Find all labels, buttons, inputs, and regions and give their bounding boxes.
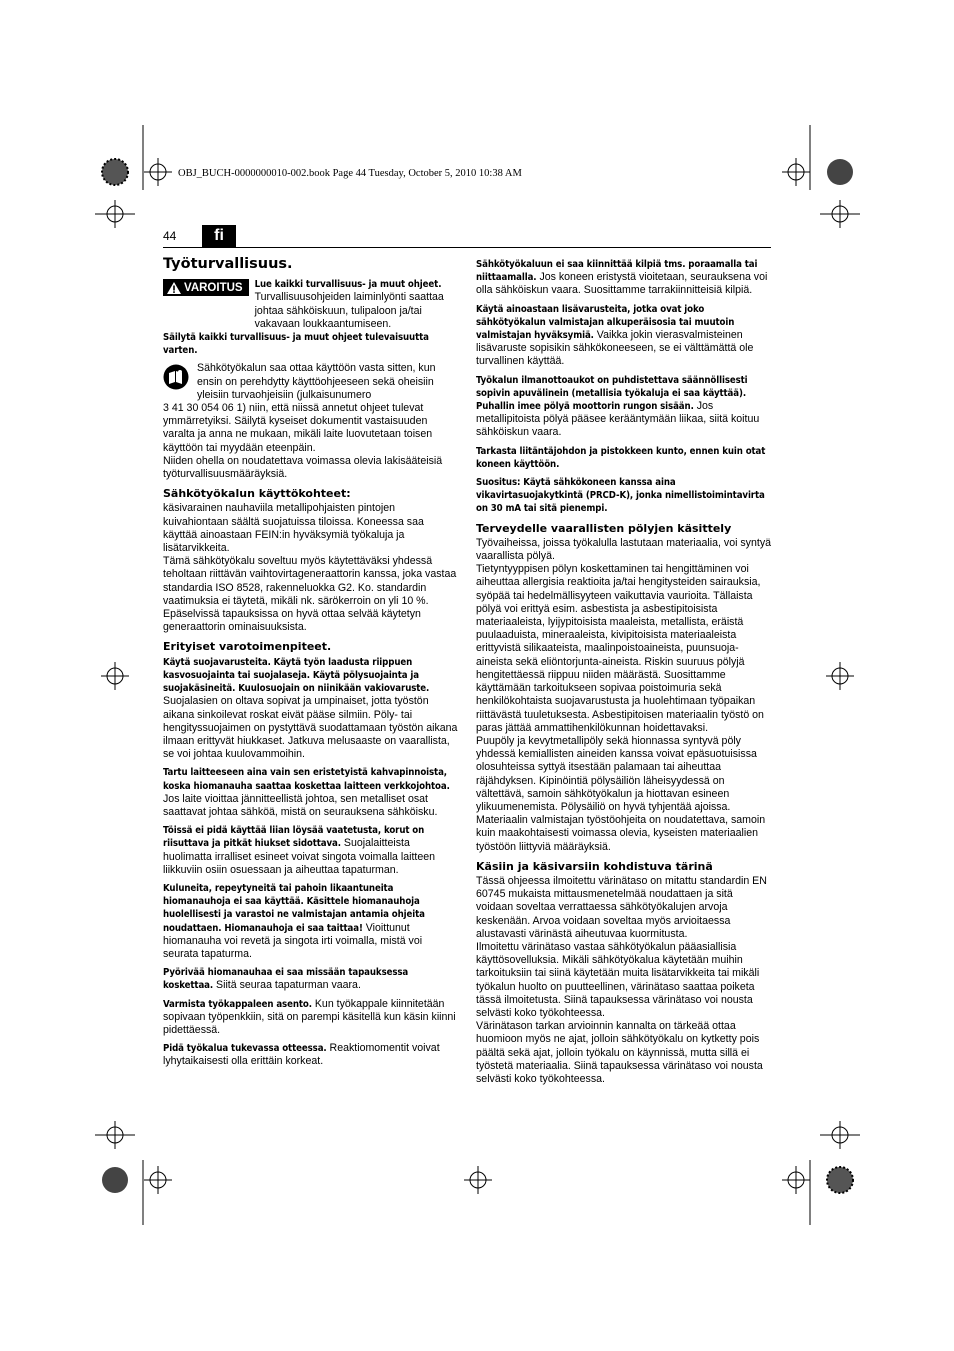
safety-bold: Pidä työkalua tukevassa otteessa. (163, 1043, 327, 1055)
safety-bold: Varmista työkappaleen asento. (163, 998, 312, 1010)
language-tab: fi (202, 225, 236, 247)
special-heading: Erityiset varotoimenpiteet. (163, 640, 332, 654)
generator-text: Tämä sähkötyökalu soveltuu myös käytettäväksi yhdessä teholtaan riittävän vaihtovirtageneraattorin kanssa, joka vastaa standardia ISO 8528, rakenneluokka G2. Ko. standardin vaatimuksia ei täytetä, mikäli nk. särökerroin on yli 10 %. Epäselvissä tapauksissa on hyvä ottaa selvää käytetyn generaattorin ominaisuuksista. (163, 555, 457, 634)
safety-bold: Tarkasta liitäntäjohdon ja pistokkeen kunto, ennen kuin otat koneen käyttöön. (476, 445, 766, 470)
safety-paragraph (163, 966, 459, 992)
warning-block (163, 277, 459, 331)
left-column (163, 258, 459, 1074)
safety-paragraph (476, 303, 772, 369)
right-column (476, 258, 772, 1091)
manual-note (163, 362, 459, 402)
vibration-text: Tässä ohjeessa ilmoitettu värinätaso on mitattu standardin EN 60745 mukaista mittausmenetelmää noudattaen ja sitä voidaan soveltaa verrattaessa sähkötyökalujen arvoja keskenään. Arvoa voidaan soveltaa myös arvioitaessa alustavasti värinästä aiheutuvaa kuormitusta. (476, 874, 767, 940)
dust-text: Työvaiheissa, joissa työkalulla lastutaan materiaalia, voi syntyä vaarallista pölyä. (476, 536, 772, 563)
safety-paragraph (163, 882, 459, 961)
safety-bold: Töissä ei pidä käyttää liian löysää vaatetusta, korut on riisuttava ja pitkät hiukset sidottava. (163, 825, 425, 850)
purpose-text: käsivarainen nauhaviila metallipohjaisten pintojen kuivahiontaan säältä suojatuissa tiloissa. Koneessa saa käyttää ainoastaan FEIN:in hyväksymiä työkaluja ja lisätarvikkeita. (163, 502, 424, 555)
regulations-text: Niiden ohella on noudatettava voimassa olevia lakisääteisiä työturvallisuusmääräyksiä. (163, 454, 443, 481)
warning-triangle-icon (167, 282, 181, 294)
safety-text: Kun työkappale kiinnitetään sopivaan työpenkkiin, sitä on parempi käsitellä kun käsin kiinni pidettäessä. (163, 997, 456, 1036)
safety-text: Suojalasien on oltava sopivat ja umpinaiset, jotta työstön aikana sinkoilevat roskat eivät pääse silmiin. Pöly- tai hengityssuojaimen on pystyttävä suodattamaan työstön aikana ilmaan erittyvät hiukkaset. Jatkuva melusaaste on vaarallista, se voi johtaa kuulovammoihin. (163, 695, 458, 761)
safety-text: Jos metallipitoista pölyä pääsee kerääntymään liikaa, siitä koituu sähköiskun vaara. (476, 400, 760, 439)
vibration-text: Ilmoitettu värinätaso vastaa sähkötyökalun pääasiallisia käyttösovelluksia. Mikäli sähkötyökalua käytetään muihin tarkoituksiin tai siinä käytetään muita lisätarvikkeita tai mikäli työkalun huolto on puutteellinen, värinätaso saattaa poiketa tässä ilmoitetusta. Siinä tapauksessa värinätaso voi nousta selvästi koko työkohteessa. (476, 940, 760, 1019)
file-info-header: OBJ_BUCH-0000000010-002.book Page 44 Tuesday, October 5, 2010 10:38 AM (178, 168, 522, 179)
safety-bold: Suositus: Käytä sähkökoneen kanssa aina vikavirtasuojakytkintä (PRCD-K), jonka nimellistoimintavirta on 30 mA tai sitä pienempi. (476, 477, 765, 515)
safety-text: Vioittunut hiomanauha voi revetä ja singota irti voimalla, mistä voi seurata tapaturma. (163, 921, 423, 960)
header-rule (163, 247, 771, 248)
safety-text: Suojalaitteista huolimatta irralliset esineet voivat singota voimalla laitteen liikkuviin osiin osuessaan ja aiheuttaa tapaturman. (163, 837, 436, 876)
warning-badge-label: VAROITUS (184, 282, 243, 295)
safety-bold: Tartu laitteeseen aina vain sen eristetyistä kahvapinnoista, koska hiomanauha saattaa koskettaa laitteen verkkojohtoa. (163, 767, 450, 792)
safety-text: Jos laite vioittaa jännitteellistä johtoa, sen metalliset osat saattavat johtaa sähköä, mistä on seurauksena sähköisku. (163, 792, 438, 818)
manual-note-continued: 3 41 30 054 06 1) niin, että niissä annetut ohjeet tulevat ymmärretyiksi. Säilytä kyseiset dokumentit vastaisuuden varalta ja anna ne mukaan, mikäli laite luovutetaan toisen käyttöön tai myydään eteenpäin. (163, 402, 433, 454)
warning-text: Turvallisuusohjeiden laiminlyönti saattaa johtaa sähköiskuun, tulipaloon ja/tai vakavaan loukkaantumiseen. (254, 291, 444, 330)
vibration-heading: Käsiin ja käsivarsiin kohdistuva tärinä (476, 859, 713, 873)
safety-paragraph (163, 998, 459, 1038)
safety-paragraph (163, 766, 459, 819)
keep-instructions: Säilytä kaikki turvallisuus- ja muut ohjeet tulevaisuutta varten. (163, 332, 429, 357)
dust-heading: Terveydelle vaarallisten pölyjen käsittely (476, 521, 732, 535)
safety-paragraph (163, 824, 459, 877)
safety-bold: Kuluneita, repeytyneitä tai pahoin likaantuneita hiomanauhoja ei saa käyttää. Käsittele hiomanauhoja huolellisesti ja varastoi ne valmistajan antamia ohjeita noudattaen. Hiomanauhoja ei saa taittaa! (163, 882, 425, 934)
safety-paragraph (163, 656, 459, 762)
safety-bold: Sähkötyökaluun ei saa kiinnittää kilpiä tms. poraamalla tai niittaamalla. (476, 259, 758, 284)
safety-paragraph (476, 374, 772, 440)
safety-text: Siitä seuraa tapaturman vaara. (213, 979, 361, 992)
vibration-text: Värinätason tarkan arvioinnin kannalta on tärkeää ottaa huomioon myös ne ajat, jolloin sähkötyökalu on kytketty pois päältä sekä ajat, jolloin työkalu on käynnissä, mutta sillä ei työstetä materiaalia. Siinä tapauksessa värinätaso voi nousta selvästi koko työkohteessa. (476, 1020, 763, 1085)
safety-text: Jos koneen eristystä vioitetaan, seurauksena voi olla sähköiskun vaara. Suosittamme tarrakiinnitteisiä kilpiä. (476, 271, 768, 297)
purpose-heading: Sähkötyökalun käyttökohteet: (163, 487, 351, 501)
safety-text: Vaikka jokin vierasvalmisteinen lisävaruste sopisikin sähkökoneeseen, se ei välttämättä ole turvallinen käyttää. (476, 329, 754, 368)
warning-bold: Lue kaikki turvallisuus- ja muut ohjeet. (254, 279, 442, 291)
warning-badge (163, 279, 249, 296)
safety-text: Reaktiomomentit voivat lyhytaikaisesti olla erittäin korkeat. (163, 1042, 440, 1068)
safety-bold: Pyörivää hiomanauhaa ei saa missään tapauksessa koskettaa. (163, 967, 409, 992)
page-number: 44 (163, 229, 177, 243)
section-title: Työturvallisuus. (163, 256, 293, 272)
safety-bold: Käytä suojavarusteita. Käytä työn laadusta riippuen kasvosuojainta tai suojalaseja. Käytä pölysuojainta ja suojakäsineitä. Kuulosuojain on niinikään vakiovaruste. (163, 656, 430, 695)
manual-note-text: Sähkötyökalun saa ottaa käyttöön vasta sitten, kun ensin on perehdytty käyttöohjeeseen sekä oheisiin yleisiin turvaohjeisiin (julkaisunumero (197, 362, 436, 401)
safety-bold: Työkalun ilmanottoaukot on puhdistettava säännöllisesti sopivin apuvälinein (metallisia työkaluja ei saa käyttää). Puhallin imee pölyä moottorin rungon sisään. (476, 374, 748, 413)
dust-text: Puupöly ja kevytmetallipöly sekä hionnassa syntyvä pöly yhdessä kemiallisten aineiden kanssa voivat epäsuotuisissa olosuhteissa syttyä itsestään palamaan tai aiheuttaa räjähdyksen. Kipinöintiä pölysäiliön läheisyydessä on vältettävä, samoin sähkötyökalun ja hiottavan esineen ylikuumenemista. Pölysäiliö on hyvä tyhjentää ajoissa. Materiaalin valmistajan työstöohjeita on noudatettava, samoin kuin maakohtaisesti voimassa olevia, kyseisten materiaalien työstöön liittyviä määräyksiä. (476, 734, 766, 853)
dust-text: Tietyntyyppisen pölyn koskettaminen tai hengittäminen voi aiheuttaa allergisia reaktioita ja/tai hengitysteiden sairauksia, syöpää tai hedelmällisyyteen vaikuttavia vaurioita. Tällaista pölyä voi erittyä esim. asbestista ja asbestipitoisista materiaaleista, lyijypitoisista maaleista, metallista, eräistä puulaaduista, mineraaleista, kivipitoisista materiaaleista erittyvistä silikaateista, maalinpoistoaineista, puunsuoja-aineista sekä eliöntorjunta-aineista. Riskin suuruus pölyjä hengitettäessä riippuu niiden määrästä. Suosittamme käyttämään tarkoitukseen sopivaa poistoimuria sekä henkilökohtaista suojavarustusta ja huolehtimaan työpaikan riittävästä tuuletuksesta. Asbestipitoisen materiaalin työstö on paras jättää ammattihenkilökunnan hoidettavaksi. (476, 563, 764, 734)
read-manual-icon (163, 364, 189, 390)
safety-paragraph (476, 258, 772, 298)
safety-bold: Käytä ainoastaan lisävarusteita, jotka ovat joko sähkötyökalun valmistajan alkuperäisosia tai muutoin valmistajan hyväksymiä. (476, 303, 735, 342)
safety-paragraph (163, 1042, 459, 1068)
